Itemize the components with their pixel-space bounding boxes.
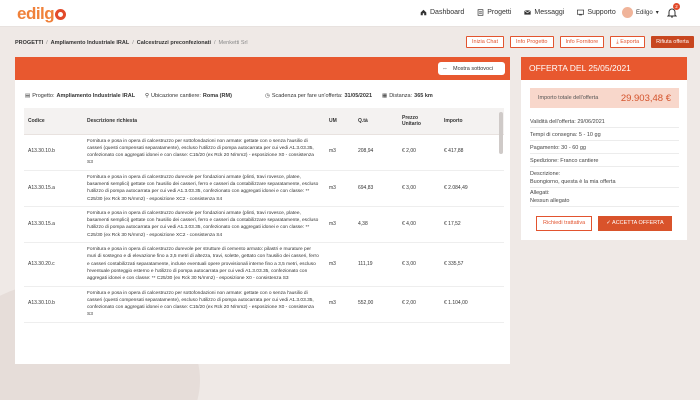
column-header: Prezzo Unitario bbox=[398, 108, 440, 134]
logo[interactable]: edilg bbox=[17, 4, 66, 24]
table-row[interactable] bbox=[24, 206, 504, 242]
column-header: Importo bbox=[440, 108, 504, 134]
cell-codice: A13.30.15.a bbox=[24, 170, 83, 206]
table-scrollbar[interactable] bbox=[499, 112, 503, 154]
cell-um: m3 bbox=[325, 286, 354, 322]
notification-badge: 2 bbox=[673, 3, 680, 10]
cell-importo: € 2.084,49 bbox=[440, 170, 504, 206]
cell-importo: € 417,88 bbox=[440, 134, 504, 170]
info-scadenza bbox=[265, 92, 372, 100]
avatar bbox=[622, 7, 633, 18]
cell-qta: 694,83 bbox=[354, 170, 398, 206]
cell-codice: A13.30.10.b bbox=[24, 134, 83, 170]
offer-shipping: Spedizione: Franco cantiere bbox=[530, 155, 679, 167]
document-icon: ▤ bbox=[25, 93, 31, 99]
cell-prezzo: € 3,00 bbox=[398, 170, 440, 206]
offer-description-label: Descrizione: bbox=[530, 171, 561, 177]
cell-codice: A13.30.15.a bbox=[24, 206, 83, 242]
distance-icon: ▦ bbox=[382, 93, 388, 99]
cell-descrizione: Fornitura e posa in opera di calcestruzzo durevole per fondazioni armate (plinti, travi rovesce, platee, basamenti semplici) gettate con l'ausilio dei casseri, ferro e casseri da contabilizzare separatamente, escluso l'utilizzo di pompa autocarrata per cui vedi A1.3.03.35, confezionato con aggregati idonei e con classe: ** C25/30 (ex Rck 30 N/mm2) - esposizione XC2 - consistenza S4 bbox=[83, 170, 325, 206]
info-distanza bbox=[382, 92, 433, 100]
toggle-subitems-label: Mostra sottovoci bbox=[453, 65, 494, 72]
table-row[interactable] bbox=[24, 170, 504, 206]
offer-attachments: Nessun allegato bbox=[530, 197, 679, 207]
info-scadenza-value: 31/05/2021 bbox=[344, 93, 373, 99]
user-menu[interactable] bbox=[622, 7, 659, 18]
info-distanza-value: 365 km bbox=[414, 93, 433, 99]
column-header: UM bbox=[325, 108, 354, 134]
cell-importo: € 17,52 bbox=[440, 206, 504, 242]
info-cantiere-value: Roma (RM) bbox=[202, 93, 232, 99]
cell-um: m3 bbox=[325, 170, 354, 206]
home-icon bbox=[420, 9, 427, 16]
offer-total-box bbox=[530, 88, 679, 108]
offer-validity: Validità dell'offerta: 29/06/2021 bbox=[530, 116, 679, 128]
info-progetto bbox=[25, 92, 135, 100]
offer-items-panel bbox=[15, 57, 510, 364]
info-progetto-label: Progetto: bbox=[32, 93, 55, 99]
offer-payment: Pagamento: 30 - 60 gg bbox=[530, 142, 679, 154]
cell-qta: 552,00 bbox=[354, 286, 398, 322]
cell-um: m3 bbox=[325, 243, 354, 286]
cell-descrizione: Fornitura e posa in opera di calcestruzzo per sottofondazioni non armate: gettate con o senza l'ausilio di casseri (questi compensati separatamente), escluso l'utilizzo di pompa autocarrata per cui vedi A1.3.03.35, confezionato con aggregati idonei e con classe: C15/20 (ex Rck 20 N/mm2) - esposizione X0 - consistenza S3 bbox=[83, 134, 325, 170]
info-cantiere bbox=[145, 92, 232, 100]
nav-dashboard-label: Dashboard bbox=[430, 9, 465, 16]
request-negotiation-button[interactable]: Richiedi trattativa bbox=[536, 216, 592, 231]
download-icon: ⤓ bbox=[616, 39, 621, 45]
cell-importo: € 335,57 bbox=[440, 243, 504, 286]
offer-description: Buongiorno, questa è la mia offerta bbox=[530, 178, 679, 188]
breadcrumb-item[interactable]: Calcestruzzi preconfezionati bbox=[136, 40, 212, 46]
user-name: Edilgo bbox=[636, 9, 653, 16]
export-button[interactable] bbox=[610, 36, 645, 48]
offer-actions bbox=[536, 216, 672, 231]
accept-offer-button[interactable] bbox=[598, 216, 672, 231]
breadcrumb-item[interactable]: PROGETTI bbox=[15, 40, 44, 46]
offer-title: OFFERTA DEL 25/05/2021 bbox=[521, 57, 687, 80]
nav-dashboard[interactable] bbox=[420, 9, 464, 16]
nav-supporto-label: Supporto bbox=[587, 9, 616, 16]
cell-descrizione: Fornitura e posa in opera di calcestruzzo per sottofondazioni non armate: gettate con o senza l'ausilio di casseri (questi compensati separatamente), escluso l'utilizzo di pompa autocarrata per cui vedi A1.3.03.35, confezionato con aggregati idonei e con classe: C15/20 (ex Rck 20 N/mm2) - esposizione X0 - consistenza S3 bbox=[83, 286, 325, 322]
info-cantiere-label: Ubicazione cantiere: bbox=[151, 93, 201, 99]
clock-icon: ◷ bbox=[265, 93, 270, 99]
cell-importo: € 1.104,00 bbox=[440, 286, 504, 322]
expand-icon: ⇔ bbox=[442, 65, 448, 72]
toggle-subitems-button[interactable] bbox=[438, 62, 505, 75]
offer-total-label: Importo totale dell'offerta bbox=[538, 95, 599, 101]
offer-total-value: 29.903,48 € bbox=[620, 92, 671, 104]
location-pin-icon: ⚲ bbox=[145, 93, 150, 99]
nav-supporto[interactable] bbox=[577, 9, 615, 16]
offer-attachments-label: Allegati: bbox=[530, 190, 550, 196]
table-row[interactable] bbox=[24, 286, 504, 322]
cell-descrizione: Fornitura e posa in opera di calcestruzzo durevole per fondazioni armate (plinti, travi rovesce, platee, basamenti semplici) gettate con l'ausilio dei casseri, ferro e casseri da contabilizzare separatamente, escluso l'utilizzo di pompa autocarrata per cui vedi A1.3.03.35, confezionato con aggregati idonei e con classe: ** C25/30 (ex Rck 30 N/mm2) - esposizione XC2 - consistenza S4 bbox=[83, 206, 325, 242]
offer-delivery: Tempi di consegna: 5 - 10 gg bbox=[530, 129, 679, 141]
breadcrumb-item: Menketti Srl bbox=[218, 40, 248, 46]
cell-prezzo: € 4,00 bbox=[398, 206, 440, 242]
breadcrumb-item[interactable]: Ampliamento Industriale IRAL bbox=[50, 40, 130, 46]
cell-qta: 4,38 bbox=[354, 206, 398, 242]
nav-messaggi[interactable] bbox=[524, 9, 564, 16]
main-nav bbox=[420, 9, 616, 16]
column-header: Codice bbox=[24, 108, 83, 134]
supplier-info-button[interactable]: Info Fornitore bbox=[560, 36, 605, 48]
items-table bbox=[24, 108, 504, 323]
reject-offer-button[interactable]: Rifiuta offerta bbox=[651, 36, 694, 48]
info-distanza-label: Distanza: bbox=[389, 93, 413, 99]
cell-descrizione: Fornitura e posa in opera di calcestruzzo durevole per strutture di cemento armato: pilastri e murature per muri di sostegno e di elevazione fino a 3,5 metri di altezza, travi, solette, gettato con l'ausilio dei casseri, ferro e casseri contabilizzati separatamente, incluse eventuali opere provvisionali interne fino a 3,5 metri, escluso l'eventuale ponteggio esterno e l'utilizzo di pompa autocarrata per cui vedi A1.3.03.35, confezionato con aggregati idonei e con classe: ** C25/30 (ex Rck 30 N/mm2) - esposizione X0 - consistenza S3 bbox=[83, 243, 325, 286]
check-icon: ✓ bbox=[606, 220, 613, 226]
cell-um: m3 bbox=[325, 206, 354, 242]
column-header: Descrizione richiesta bbox=[83, 108, 325, 134]
offer-summary-panel bbox=[521, 57, 687, 240]
column-header: Q.tà bbox=[354, 108, 398, 134]
cell-prezzo: € 2,00 bbox=[398, 286, 440, 322]
cell-prezzo: € 2,00 bbox=[398, 134, 440, 170]
cell-qta: 111,19 bbox=[354, 243, 398, 286]
cell-um: m3 bbox=[325, 134, 354, 170]
cell-prezzo: € 3,00 bbox=[398, 243, 440, 286]
mail-icon bbox=[524, 9, 531, 16]
top-header bbox=[0, 0, 700, 27]
info-progetto-value: Ampliamento Industriale IRAL bbox=[56, 93, 136, 99]
table-row[interactable] bbox=[24, 243, 504, 286]
cell-codice: A13.30.20.c bbox=[24, 243, 83, 286]
cell-codice: A13.30.10.b bbox=[24, 286, 83, 322]
chat-button[interactable]: Inizia Chat bbox=[466, 36, 504, 48]
chevron-down-icon: ▾ bbox=[655, 10, 659, 16]
nav-messaggi-label: Messaggi bbox=[534, 9, 565, 16]
cell-qta: 208,94 bbox=[354, 134, 398, 170]
export-button-label: Esporta bbox=[620, 39, 640, 45]
breadcrumb: PROGETTI / Ampliamento Industriale IRAL / Calcestruzzi preconfezionati / Menketti Srl bbox=[15, 40, 248, 46]
panel-header bbox=[15, 57, 510, 80]
nav-progetti-label: Progetti bbox=[487, 9, 512, 16]
project-info-button[interactable]: Info Progetto bbox=[510, 36, 554, 48]
table-header-row bbox=[24, 108, 504, 134]
subbar bbox=[0, 28, 700, 56]
support-icon bbox=[577, 9, 584, 16]
folder-icon bbox=[477, 9, 484, 16]
accept-offer-label: ACCETTA OFFERTA bbox=[612, 220, 664, 226]
action-buttons bbox=[466, 36, 694, 48]
info-scadenza-label: Scadenza per fare un'offerta: bbox=[271, 93, 343, 99]
nav-progetti[interactable] bbox=[477, 9, 511, 16]
table-row[interactable] bbox=[24, 134, 504, 170]
